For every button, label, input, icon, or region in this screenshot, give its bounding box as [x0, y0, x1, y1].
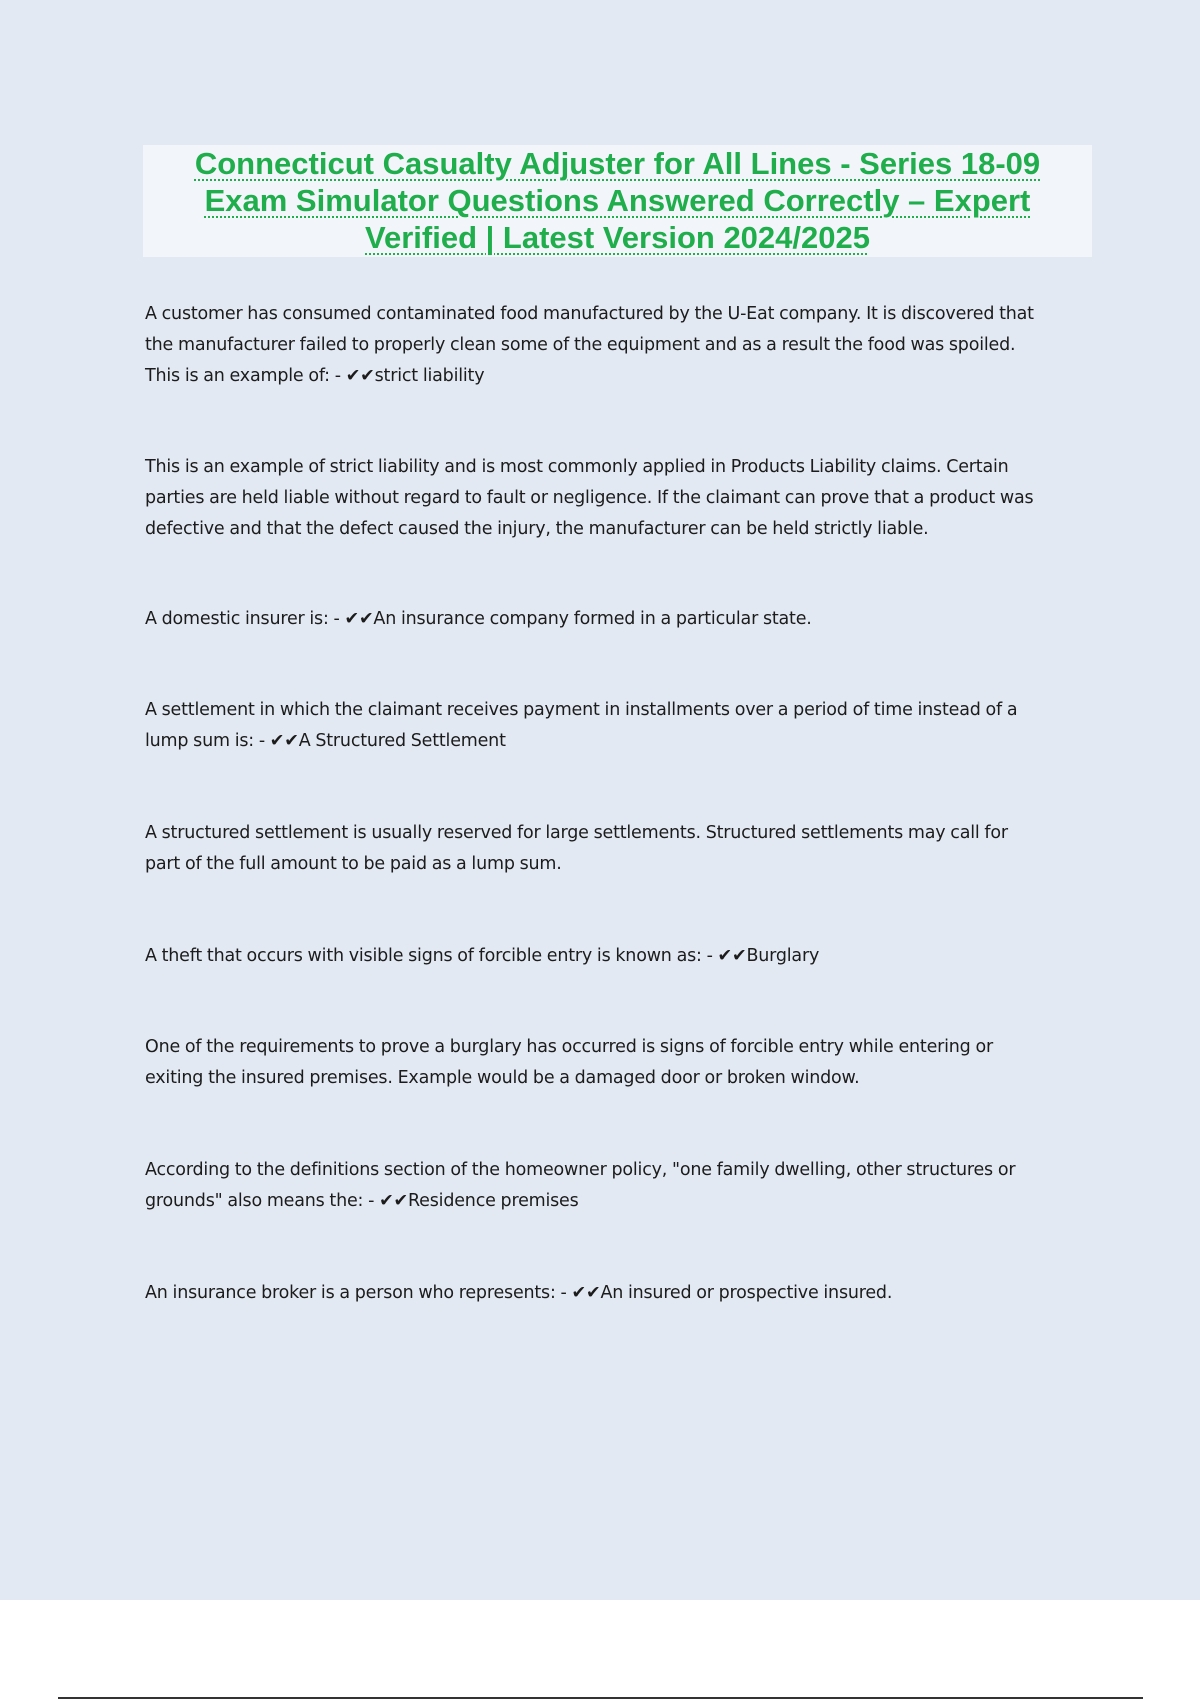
- question-paragraph: [145, 695, 1095, 757]
- footer-divider: [58, 1697, 1143, 1699]
- paragraph-line: exiting the insured premises. Example would be a damaged door or broken window.: [145, 1068, 860, 1088]
- paragraph-line: An insurance broker is a person who represents: - ✔✔An insured or prospective insured.: [145, 1283, 893, 1303]
- title-line: [143, 145, 1092, 182]
- paragraph-line: A structured settlement is usually reserved for large settlements. Structured settlements may call for: [145, 823, 1008, 843]
- question-paragraph: [145, 941, 1095, 972]
- explanation-paragraph: [145, 452, 1095, 545]
- title-line: [143, 219, 1092, 256]
- paragraph-line: the manufacturer failed to properly clean some of the equipment and as a result the food was spoiled.: [145, 335, 1016, 355]
- paragraph-line: This is an example of strict liability and is most commonly applied in Products Liability claims. Certain: [145, 457, 1009, 477]
- title-line-text: Verified | Latest Version 2024/2025: [365, 220, 870, 255]
- paragraph-line: A domestic insurer is: - ✔✔An insurance company formed in a particular state.: [145, 609, 812, 629]
- paragraph-line: defective and that the defect caused the injury, the manufacturer can be held strictly liable.: [145, 519, 929, 539]
- paragraph-line: A customer has consumed contaminated food manufactured by the U-Eat company. It is discovered that: [145, 304, 1034, 324]
- question-paragraph: [145, 299, 1095, 392]
- paragraph-line: lump sum is: - ✔✔A Structured Settlement: [145, 731, 506, 751]
- question-paragraph: [145, 1155, 1095, 1217]
- question-paragraph: [145, 604, 1095, 635]
- paragraph-line: grounds" also means the: - ✔✔Residence premises: [145, 1191, 579, 1211]
- title-line: [143, 182, 1092, 219]
- paragraph-line: part of the full amount to be paid as a lump sum.: [145, 854, 562, 874]
- paragraph-line: One of the requirements to prove a burglary has occurred is signs of forcible entry while entering or: [145, 1037, 993, 1057]
- paragraph-line: parties are held liable without regard to fault or negligence. If the claimant can prove that a product was: [145, 488, 1034, 508]
- title-line-text: Connecticut Casualty Adjuster for All Lines - Series 18-09: [194, 146, 1041, 181]
- explanation-paragraph: [145, 818, 1095, 880]
- document-title: [143, 145, 1092, 257]
- paragraph-line: A theft that occurs with visible signs of forcible entry is known as: - ✔✔Burglary: [145, 946, 820, 966]
- paragraph-line: This is an example of: - ✔✔strict liability: [145, 366, 485, 386]
- explanation-paragraph: [145, 1032, 1095, 1094]
- title-line-text: Exam Simulator Questions Answered Correctly – Expert: [204, 183, 1031, 218]
- paragraph-line: A settlement in which the claimant receives payment in installments over a period of time instead of a: [145, 700, 1018, 720]
- question-paragraph: [145, 1278, 1095, 1309]
- paragraph-line: According to the definitions section of the homeowner policy, "one family dwelling, other structures or: [145, 1160, 1016, 1180]
